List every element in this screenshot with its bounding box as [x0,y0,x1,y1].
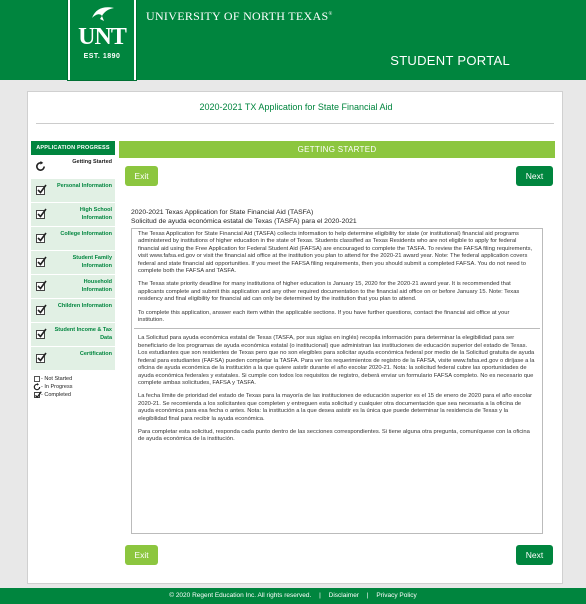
unt-logo[interactable] [68,0,136,80]
sidebar-item-label: Personal Information [56,183,112,189]
sidebar-item-label: College Information [60,231,112,237]
site-header [0,0,586,80]
completed-check-icon [36,330,45,339]
in-progress-icon [35,161,46,172]
in-progress-icon [33,383,41,391]
instructions-paragraph: The Texas Application for State Financial Aid (TASFA) collects information to help determine eligibility for state (or institutional) financial aid programs administered by institutions of higher education in the state of Texas. Students classified as Texas Residents who are not eligible to apply for federal financial aid using the Free Application for Federal Student Aid (FAFSA) are encouraged to complete the TASFA. To review the FAFSA filing requirements, visit www.fafsa.ed.gov or visit the financial aid office at the institution you plan to attend for the 2020-21 award year. Note: The federal application covers federal and state financial aid opportunities. If you meet the FAFSA filing requirements, then you should submit a completed FAFSA. You do not need to complete both the FAFSA and TASFA. [138,231,533,275]
sidebar-item-label: Student Family Information [72,255,112,269]
main-content [119,141,555,560]
sidebar-item-college-information[interactable] [31,227,115,251]
copyright-text: © 2020 Regent Education Inc. All rights reserved. [169,592,312,599]
instructions-paragraph: The Texas state priority deadline for many institutions of higher education is January 15, 2020 for the 2020-21 award year. It is recommended that applicants complete and submit this application and any other required documentation to the financial aid office on or before January 15. Note: Texas residency and final eligibility for financial aid can only be determined by the institution that you plan to attend. [138,281,520,303]
university-name [146,9,333,24]
sidebar-item-personal-information[interactable] [31,179,115,203]
completed-check-icon [36,210,45,219]
completed-check-icon [36,354,45,363]
sidebar-item-children-information[interactable] [31,299,115,323]
next-button-bottom[interactable]: Next [516,545,553,565]
not-started-icon [34,376,40,382]
sidebar-item-certification[interactable] [31,347,115,371]
legend-label: - Completed [41,392,71,398]
logo-est: EST. 1890 [83,53,121,60]
next-button[interactable]: Next [516,166,553,186]
language-divider [134,328,540,329]
portal-title: STUDENT PORTAL [390,53,510,68]
sidebar-item-label: Household Information [81,279,112,293]
completed-check-icon [36,234,45,243]
sidebar-item-label: Student Income & Tax Data [54,327,112,341]
sidebar-item-student-income-tax-data[interactable] [31,323,115,347]
sidebar-item-high-school-information[interactable] [31,203,115,227]
application-card [27,91,563,584]
legend-in-progress [31,383,115,391]
exit-button[interactable]: Exit [125,166,158,186]
completed-check-icon [34,392,40,398]
progress-sidebar [31,141,115,399]
logo-text: UNT [78,24,126,50]
sidebar-item-label: Children Information [57,303,112,309]
exit-button-bottom[interactable]: Exit [125,545,158,565]
legend-not-started [31,375,115,383]
instructions-scroll-box[interactable] [131,228,543,534]
footer-separator: | [319,592,321,599]
sidebar-item-household-information[interactable] [31,275,115,299]
legend-label: - In Progress [41,384,73,390]
progress-legend [31,375,115,399]
disclaimer-link[interactable]: Disclaimer [328,592,359,599]
completed-check-icon [36,186,45,195]
instructions-paragraph: Para completar esta solicitud, responda cada punto dentro de las secciones correspondientes. Si tiene alguna otra pregunta, comuníquese con la oficina de ayuda económica de la institución. [138,428,530,443]
sidebar-item-getting-started[interactable] [31,155,115,179]
legend-completed [31,391,115,399]
sidebar-heading: APPLICATION PROGRESS [31,141,115,155]
section-title: GETTING STARTED [119,141,555,158]
university-name-text: UNIVERSITY OF NORTH TEXAS [146,9,329,23]
instructions-paragraph: To complete this application, answer each item within the applicable sections. If you have further questions, contact the financial aid office at your institution. [138,309,510,324]
instructions-paragraph: La fecha límite de prioridad del estado de Texas para la mayoría de las instituciones de educación superior es el 15 de enero de 2020 para el año escolar 2020-21. Se recomienda a los solicitantes que completen y entreguen esta solicitud y cualquier otra documentación que sea necesaria a la oficina de ayuda económica para esa fecha o antes. Nota: la institución a la que desea asistir es la única que puede determinar la residencia de Texas y la elegibilidad final para recibir la ayuda económica. [138,393,533,422]
legend-label: - Not Started [41,376,73,382]
sidebar-item-label: High School Information [79,207,112,221]
privacy-policy-link[interactable]: Privacy Policy [376,592,417,599]
title-divider [36,123,554,124]
registered-mark: ® [328,12,333,17]
intro-title-english: 2020-2021 Texas Application for State Financial Aid (TASFA) [131,209,314,216]
intro-title [131,209,357,226]
site-footer [0,588,586,604]
intro-title-spanish: Solicitud de ayuda económica estatal de Texas (TASFA) para el 2020-2021 [131,217,357,225]
sidebar-item-student-family-information[interactable] [31,251,115,275]
instructions-paragraph: La Solicitud para ayuda económica estatal de Texas (TASFA, por sus siglas en inglés) recopila información para determinar la elegibilidad para ser beneficiario de los programas de ayuda económica estatal (o institucional) que administran las instituciones de educación superior del estado de Texas. Los estudiantes que son residentes de Texas pero que no son elegibles para solicitar ayuda económica federal por medio de la Solicitud gratuita de ayuda federal para estudiantes (FAFSA) pueden completar la TASFA. Para ver los requerimientos de registro de la FAFSA, visite www.fafsa.ed.gov o diríjase a la oficina de ayuda económica de la institución a la que quiere asistir durante el año escolar 2020-21. Nota: la solicitud federal cubre las oportunidades de ayuda económica federales y estatales. Si cumple con todos los requisitos de registro, deberá enviar un formulario FAFSA completo. No es necesario que complete ambas solicitudes, FAFSA y TASFA. [138,335,535,386]
completed-check-icon [36,258,45,267]
footer-separator: | [366,592,369,599]
completed-check-icon [36,282,45,291]
sidebar-item-label: Getting Started [72,159,112,165]
completed-check-icon [36,306,45,315]
eagle-icon [90,6,116,22]
page-title: 2020-2021 TX Application for State Financial Aid [199,102,393,112]
sidebar-item-label: Certification [79,351,112,357]
